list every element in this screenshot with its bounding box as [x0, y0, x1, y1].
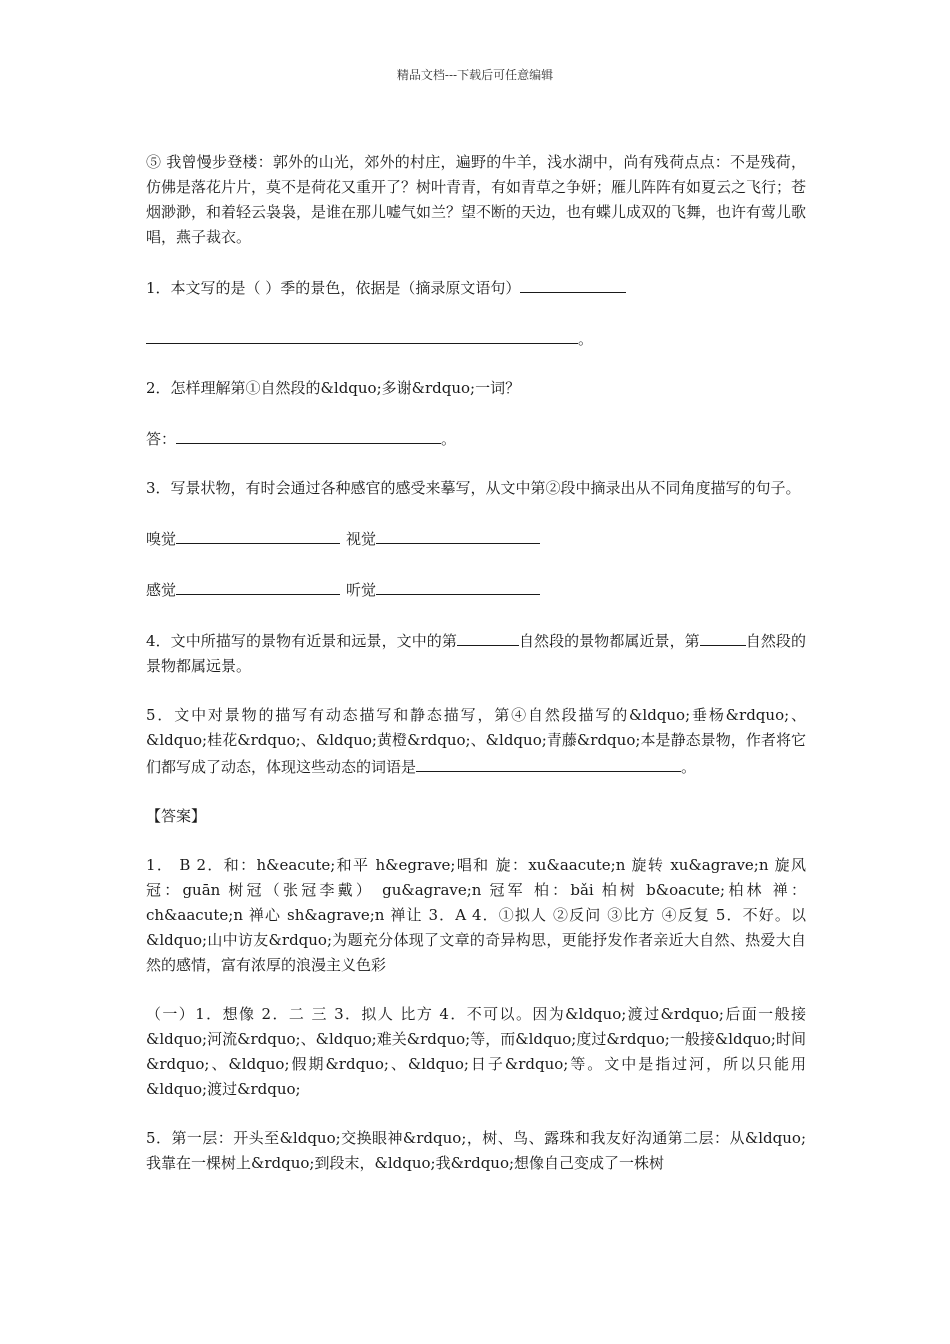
page-header: 精品文档---下载后可任意编辑	[396, 68, 554, 82]
passage-paragraph-5: ⑤ 我曾慢步登楼：郭外的山光，郊外的村庄，遍野的牛羊，浅水湖中，尚有残荷点点：不是残荷，仿佛是落花片片，莫不是荷花又重开了？树叶青青，有如青草之争妍；雁儿阵阵有如夏云之飞行；苍烟渺渺，和着轻云袅袅，是谁在那儿嘘气如兰？望不断的天边，也有蝶儿成双的飞舞，也许有莺儿歌唱，燕子裁衣。	[146, 153, 807, 246]
document-body	[146, 150, 806, 1200]
question-4: 4．文中所描写的景物有近景和远景，文中的第 自然段的景物都属近景，第 自然段的景物都属远景。	[146, 627, 806, 679]
answer-blank	[176, 425, 441, 444]
question-1: 1．本文写的是（ ）季的景色，依据是（摘录原文语句）	[146, 274, 806, 301]
answer-block-1: 1． B 2．和：h&eacute;和平 h&egrave;唱和 旋：xu&aacute;n 旋转 xu&agrave;n 旋风 冠：guān 树冠（张冠李戴） gu&agrave;n 冠军 柏：bǎi 柏树 b&oacute;柏林 禅：ch&aacute;n 禅心 sh&agrave;n 禅让 3．A 4．①拟人 ②反问 ③比方 ④反复 5．不好。以&ldquo;山中访友&rdquo;为题充分体现了文章的奇异构思，更能抒发作者亲近大自然、热爱大自然的感情，富有浓厚的浪漫主义色彩	[146, 856, 806, 974]
answer-block-3: 5．第一层：开头至&ldquo;交换眼神&rdquo;，树、鸟、露珠和我友好沟通第二层：从&ldquo;我靠在一棵树上&rdquo;到段末，&ldquo;我&rdquo;想像自己变成了一株树	[146, 1129, 806, 1172]
question-3: 3．写景状物，有时会通过各种感官的感受来摹写，从文中第②段中摘录出从不同角度描写的句子。	[146, 479, 801, 497]
question-1-line: 。	[146, 325, 806, 352]
question-2: 2．怎样理解第①自然段的&ldquo;多谢&rdquo;一词？	[146, 379, 521, 397]
question-3-row-1: 嗅觉 视觉	[146, 525, 806, 552]
answer-blank	[376, 525, 540, 544]
answer-blank	[146, 325, 578, 344]
answers-heading: 【答案】	[146, 807, 207, 825]
answer-blank	[376, 576, 540, 595]
answer-blank	[700, 627, 746, 646]
question-5: 5．文中对景物的描写有动态描写和静态描写，第④自然段描写的&ldquo;垂杨&rdquo;、&ldquo;桂花&rdquo;、&ldquo;黄橙&rdquo;、&ldquo;青藤&rdquo;本是静态景物，作者将它们都写成了动态，体现这些动态的词语是 。	[146, 706, 806, 776]
answer-block-2: （一）1．想像 2．二 三 3．拟人 比方 4．不可以。因为&ldquo;渡过&rdquo;后面一般接&ldquo;河流&rdquo;、&ldquo;难关&rdquo;等，而&ldquo;度过&rdquo;一般接&ldquo;时间&rdquo;、&ldquo;假期&rdquo;、&ldquo;日子&rdquo;等。文中是指过河，所以只能用&ldquo;渡过&rdquo;	[146, 1005, 806, 1098]
answer-blank	[520, 274, 626, 293]
question-2-answer: 答： 。	[146, 425, 806, 452]
answer-blank	[457, 627, 519, 646]
answer-blank	[416, 753, 681, 772]
answer-blank	[176, 525, 340, 544]
question-3-row-2: 感觉 听觉	[146, 576, 806, 603]
answer-blank	[176, 576, 340, 595]
